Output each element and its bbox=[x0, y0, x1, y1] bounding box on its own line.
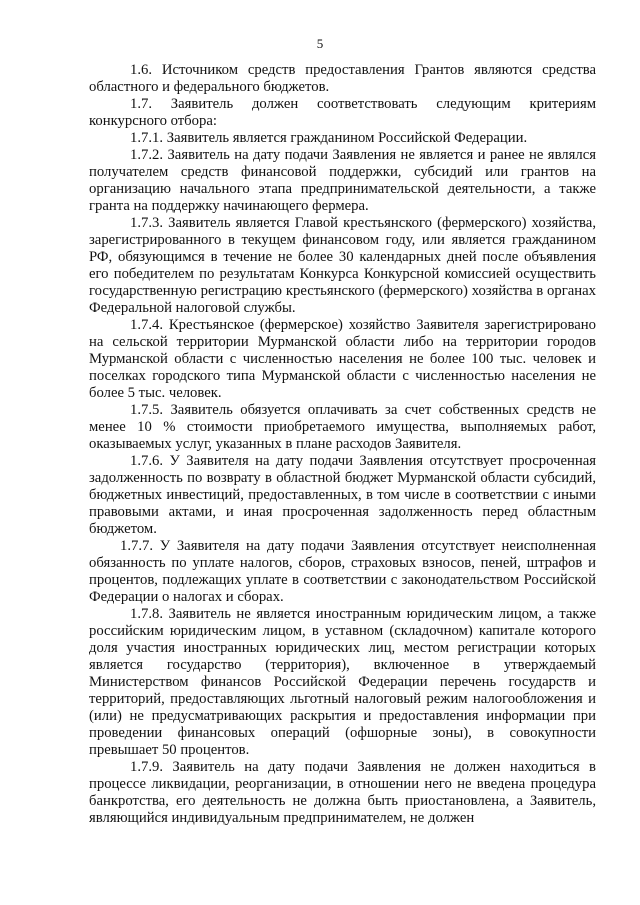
paragraph-1-7-3: 1.7.3. Заявитель является Главой крестьянского (фермерского) хозяйства, зарегистрированного в текущем финансовом году, или является гражданином РФ, обязующимся в течение не более 30 календарных дней после объявления его победителем по результатам Конкурса Конкурсной комиссией осуществить государственную регистрацию крестьянского (фермерского) хозяйства в органах Федеральной налоговой службы. bbox=[89, 215, 596, 316]
paragraph-1-7-5: 1.7.5. Заявитель обязуется оплачивать за счет собственных средств не менее 10 % стоимости приобретаемого имущества, выполняемых работ, оказываемых услуг, указанных в плане расходов Заявителя. bbox=[89, 402, 596, 452]
paragraph-1-7-8: 1.7.8. Заявитель не является иностранным юридическим лицом, а также российским юридическим лицом, в уставном (складочном) капитале которого доля участия иностранных юридических лиц, местом регистрации которых является государство (территория), включенное в утверждаемый Министерством финансов Российской Федерации перечень государств и территорий, предоставляющих льготный налоговый режим налогообложения и (или) не предусматривающих раскрытия и предоставления информации при проведении финансовых операций (офшорные зоны), в совокупности превышает 50 процентов. bbox=[89, 606, 596, 758]
paragraph-1-6: 1.6. Источником средств предоставления Грантов являются средства областного и федерального бюджетов. bbox=[89, 62, 596, 95]
paragraph-1-7-7: 1.7.7. У Заявителя на дату подачи Заявления отсутствует неисполненная обязанность по уплате налогов, сборов, страховых взносов, пеней, штрафов и процентов, подлежащих уплате в соответствии с законодательством Российской Федерации о налогах и сборах. bbox=[89, 538, 596, 605]
paragraph-1-7-4: 1.7.4. Крестьянское (фермерское) хозяйство Заявителя зарегистрировано на сельской территории Мурманской области либо на территории городов Мурманской области с численностью населения не более 100 тыс. человек и поселках городского типа Мурманской области с численностью населения не более 5 тыс. человек. bbox=[89, 317, 596, 401]
paragraph-1-7-2: 1.7.2. Заявитель на дату подачи Заявления не является и ранее не являлся получателем средств финансовой поддержки, субсидий или грантов на организацию начального этапа предпринимательской деятельности, а также гранта на поддержку начинающего фермера. bbox=[89, 147, 596, 214]
paragraph-1-7-1: 1.7.1. Заявитель является гражданином Российской Федерации. bbox=[130, 130, 528, 146]
page-number: 5 bbox=[316, 36, 324, 51]
paragraph-1-7: 1.7. Заявитель должен соответствовать следующим критериям конкурсного отбора: bbox=[89, 96, 596, 129]
paragraph-1-7-6: 1.7.6. У Заявителя на дату подачи Заявления отсутствует просроченная задолженность по возврату в областной бюджет Мурманской области субсидий, бюджетных инвестиций, предоставленных, в том числе в соответствии с иными правовыми актами, и иная просроченная задолженность перед областным бюджетом. bbox=[89, 453, 596, 537]
document-body bbox=[89, 62, 596, 827]
paragraph-1-7-9: 1.7.9. Заявитель на дату подачи Заявления не должен находиться в процессе ликвидации, реорганизации, в отношении него не введена процедура банкротства, его деятельность не должна быть приостановлена, а Заявитель, являющийся индивидуальным предпринимателем, не должен bbox=[89, 759, 596, 826]
